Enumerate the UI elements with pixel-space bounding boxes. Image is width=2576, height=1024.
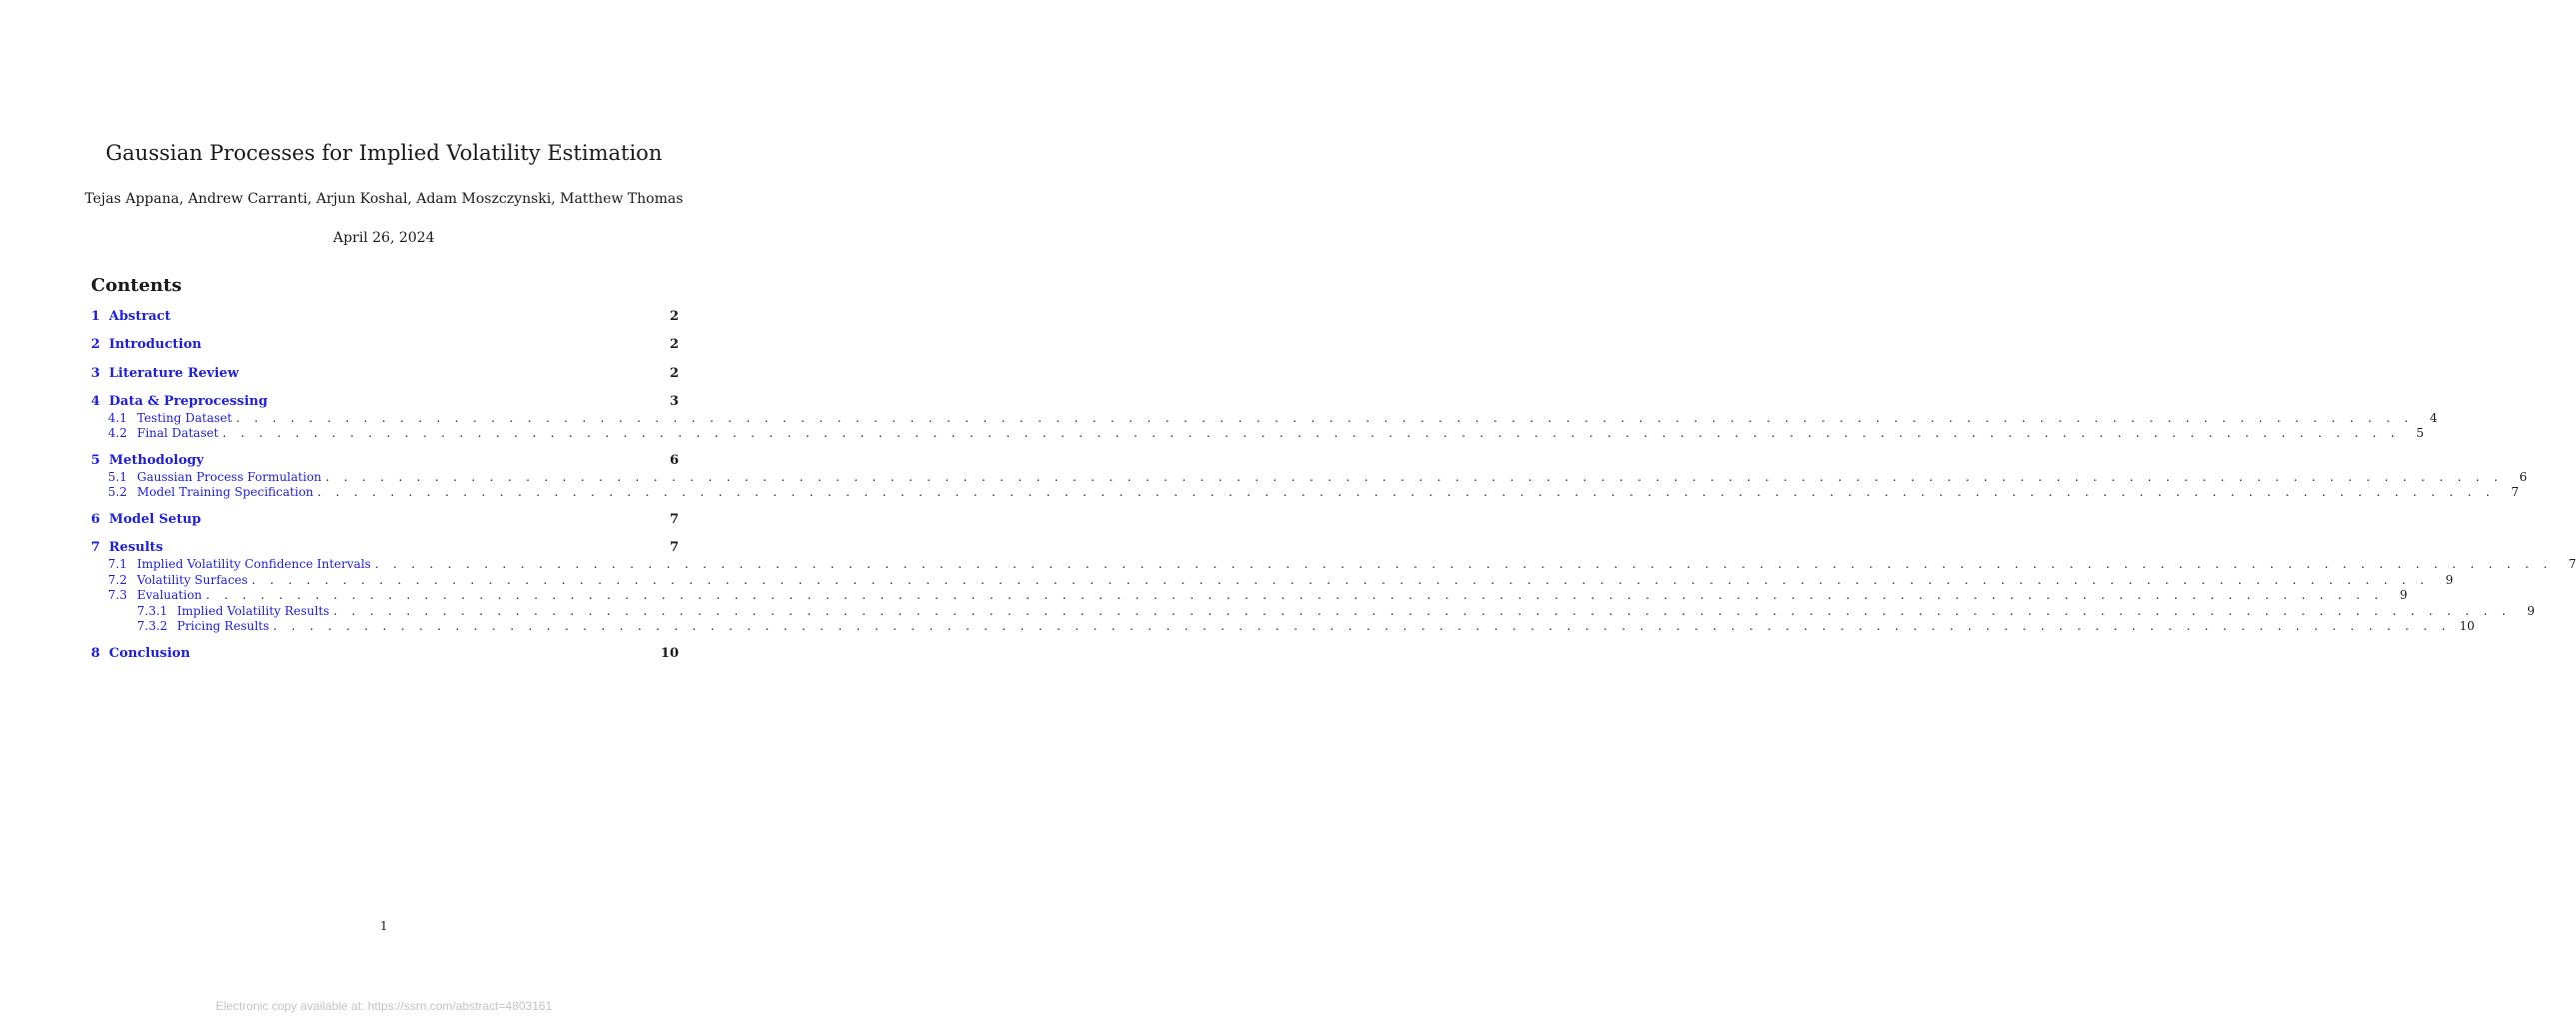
toc-subsection-page: 7 — [2511, 485, 2519, 500]
toc-subsection-page: 9 — [2527, 603, 2535, 618]
toc-subsection-number: 4.1 — [108, 410, 128, 425]
toc-subsection-entry[interactable] — [91, 426, 2424, 441]
toc-subsection-page: 6 — [2519, 469, 2528, 484]
toc-subsection-entry[interactable] — [91, 485, 2519, 500]
toc-dot-leader: . . . . . . . . . . . . . . . . . . . . . . . . . . . . . . . . . . . . . . . . . . . . . . . . . . . . . . . . . . . . . . . . . . . . . . . . . . . . . . . . . . . . . . . . . . . . . . . . . . . . . . . . . . . . . . . . . . . . . . . . — [333, 603, 2511, 618]
toc-subsection-number: 4.2 — [108, 426, 128, 441]
toc-subsection-link[interactable]: Final Dataset — [137, 426, 219, 441]
toc-section-entry[interactable] — [91, 452, 679, 470]
toc-section-page: 3 — [669, 393, 679, 409]
toc-section-link[interactable]: Methodology — [109, 452, 204, 468]
toc-dot-leader: . . . . . . . . . . . . . . . . . . . . . . . . . . . . . . . . . . . . . . . . . . . . . . . . . . . . . . . . . . . . . . . . . . . . . . . . . . . . . . . . . . . . . . . . . . . . . . . . . . . . . . . . . . . . . . . . . . . . . . . . — [222, 426, 2400, 441]
toc-subsection-link[interactable]: Evaluation — [137, 588, 203, 603]
toc-dot-leader: . . . . . . . . . . . . . . . . . . . . . . . . . . . . . . . . . . . . . . . . . . . . . . . . . . . . . . . . . . . . . . . . . . . . . . . . . . . . . . . . . . . . . . . . . . . . . . . . . . . . . . . . . . . . . . . . . . . . . . . . — [317, 485, 2495, 500]
toc-dot-leader: . . . . . . . . . . . . . . . . . . . . . . . . . . . . . . . . . . . . . . . . . . . . . . . . . . . . . . . . . . . . . . . . . . . . . . . . . . . . . . . . . . . . . . . . . . . . . . . . . . . . . . . . . . . . . . . . . . . . . . . . — [236, 410, 2414, 425]
toc-subsection-link[interactable]: Model Training Specification — [137, 485, 314, 500]
toc-section-page: 6 — [669, 452, 679, 468]
toc-section-link[interactable]: Data & Preprocessing — [109, 393, 268, 409]
toc-subsection-link[interactable]: Volatility Surfaces — [137, 572, 248, 587]
toc-subsection-entry[interactable] — [91, 572, 2454, 588]
toc-section-number: 5 — [91, 452, 101, 468]
toc-subsection-page: 7 — [2568, 557, 2576, 572]
toc-section-number: 3 — [91, 365, 101, 381]
toc-subsection-link[interactable]: Implied Volatility Confidence Intervals — [137, 557, 371, 572]
toc-subsection-number: 5.1 — [108, 469, 128, 484]
toc-subsection-link[interactable]: Pricing Results — [177, 618, 270, 633]
toc-section-link[interactable]: Conclusion — [109, 645, 191, 661]
toc-subsection-number: 7.3.2 — [137, 618, 168, 633]
toc-section-link[interactable]: Literature Review — [109, 365, 239, 381]
toc-section-number: 2 — [91, 337, 101, 353]
toc-section-entry[interactable] — [91, 365, 679, 383]
toc-section-page: 2 — [669, 365, 679, 381]
toc-section-page: 10 — [660, 645, 679, 661]
paper-title: Gaussian Processes for Implied Volatility Estimation — [105, 141, 663, 165]
toc-section-page: 2 — [669, 337, 679, 353]
toc-section-page: 7 — [669, 512, 679, 528]
contents-heading: Contents — [91, 275, 182, 296]
toc-section-link[interactable]: Introduction — [109, 337, 202, 353]
toc-subsection-number: 7.2 — [108, 572, 128, 587]
toc-subsection-entry[interactable] — [91, 603, 2535, 619]
toc-subsection-link[interactable]: Implied Volatility Results — [177, 603, 330, 618]
toc-subsection-number: 7.3.1 — [137, 603, 168, 618]
toc-subsection-page: 4 — [2429, 410, 2438, 425]
toc-section-number: 8 — [91, 645, 101, 661]
toc-section-link[interactable]: Results — [109, 540, 164, 556]
toc-section-number: 6 — [91, 512, 101, 528]
toc-section-link[interactable]: Abstract — [109, 309, 171, 324]
toc-subsection-entry[interactable] — [91, 588, 2408, 603]
toc-dot-leader: . . . . . . . . . . . . . . . . . . . . . . . . . . . . . . . . . . . . . . . . . . . . . . . . . . . . . . . . . . . . . . . . . . . . . . . . . . . . . . . . . . . . . . . . . . . . . . . . . . . . . . . . . . . . . . . . . . . . . . . . — [206, 588, 2384, 603]
ssrn-footer: Electronic copy available at: https://ssrn.com/abstract=4803161 — [215, 999, 553, 1013]
toc-subsection-page: 9 — [2445, 572, 2454, 587]
toc-subsection-entry[interactable] — [91, 618, 2475, 634]
toc-section-entry[interactable] — [91, 393, 679, 411]
toc-section-number: 4 — [91, 393, 101, 409]
toc-subsection-page: 9 — [2399, 588, 2408, 603]
publication-date: April 26, 2024 — [333, 230, 435, 246]
toc-dot-leader: . . . . . . . . . . . . . . . . . . . . . . . . . . . . . . . . . . . . . . . . . . . . . . . . . . . . . . . . . . . . . . . . . . . . . . . . . . . . . . . . . . . . . . . . . . . . . . . . . . . . . . . . . . . . . . . . . . . . . . . . — [325, 469, 2504, 484]
author-list: Tejas Appana, Andrew Carranti, Arjun Koshal, Adam Moszczynski, Matthew Thomas — [84, 191, 684, 207]
toc-section-number: 7 — [91, 540, 101, 556]
toc-subsection-number: 7.1 — [108, 557, 128, 572]
toc-section-entry[interactable] — [91, 539, 679, 557]
toc-dot-leader: . . . . . . . . . . . . . . . . . . . . . . . . . . . . . . . . . . . . . . . . . . . . . . . . . . . . . . . . . . . . . . . . . . . . . . . . . . . . . . . . . . . . . . . . . . . . . . . . . . . . . . . . . . . . . . . . . . . . . . . . — [374, 557, 2553, 572]
page-number: 1 — [380, 919, 388, 933]
toc-section-entry[interactable] — [91, 511, 679, 529]
toc-subsection-entry[interactable] — [91, 469, 2528, 485]
toc-section-entry[interactable] — [91, 336, 679, 354]
toc-subsection-page: 10 — [2459, 618, 2475, 633]
toc-section-entry[interactable] — [91, 308, 679, 326]
table-of-contents — [91, 308, 2576, 663]
toc-section-page: 7 — [669, 540, 679, 556]
toc-subsection-link[interactable]: Gaussian Process Formulation — [137, 469, 322, 484]
toc-section-entry[interactable] — [91, 645, 679, 663]
toc-subsection-number: 5.2 — [108, 485, 128, 500]
toc-dot-leader: . . . . . . . . . . . . . . . . . . . . . . . . . . . . . . . . . . . . . . . . . . . . . . . . . . . . . . . . . . . . . . . . . . . . . . . . . . . . . . . . . . . . . . . . . . . . . . . . . . . . . . . . . . . . . . . . . . . . . . . . — [251, 572, 2430, 587]
toc-subsection-link[interactable]: Testing Dataset — [137, 410, 233, 425]
toc-subsection-entry[interactable] — [91, 557, 2576, 572]
toc-section-link[interactable]: Model Setup — [109, 512, 202, 528]
toc-dot-leader: . . . . . . . . . . . . . . . . . . . . . . . . . . . . . . . . . . . . . . . . . . . . . . . . . . . . . . . . . . . . . . . . . . . . . . . . . . . . . . . . . . . . . . . . . . . . . . . . . . . . . . . . . . . . . . . . . . . . . . . . — [273, 618, 2451, 633]
toc-subsection-page: 5 — [2416, 426, 2424, 441]
toc-section-page: 2 — [669, 309, 679, 324]
toc-subsection-number: 7.3 — [108, 588, 128, 603]
toc-subsection-entry[interactable] — [91, 410, 2438, 426]
toc-section-number: 1 — [91, 309, 101, 324]
